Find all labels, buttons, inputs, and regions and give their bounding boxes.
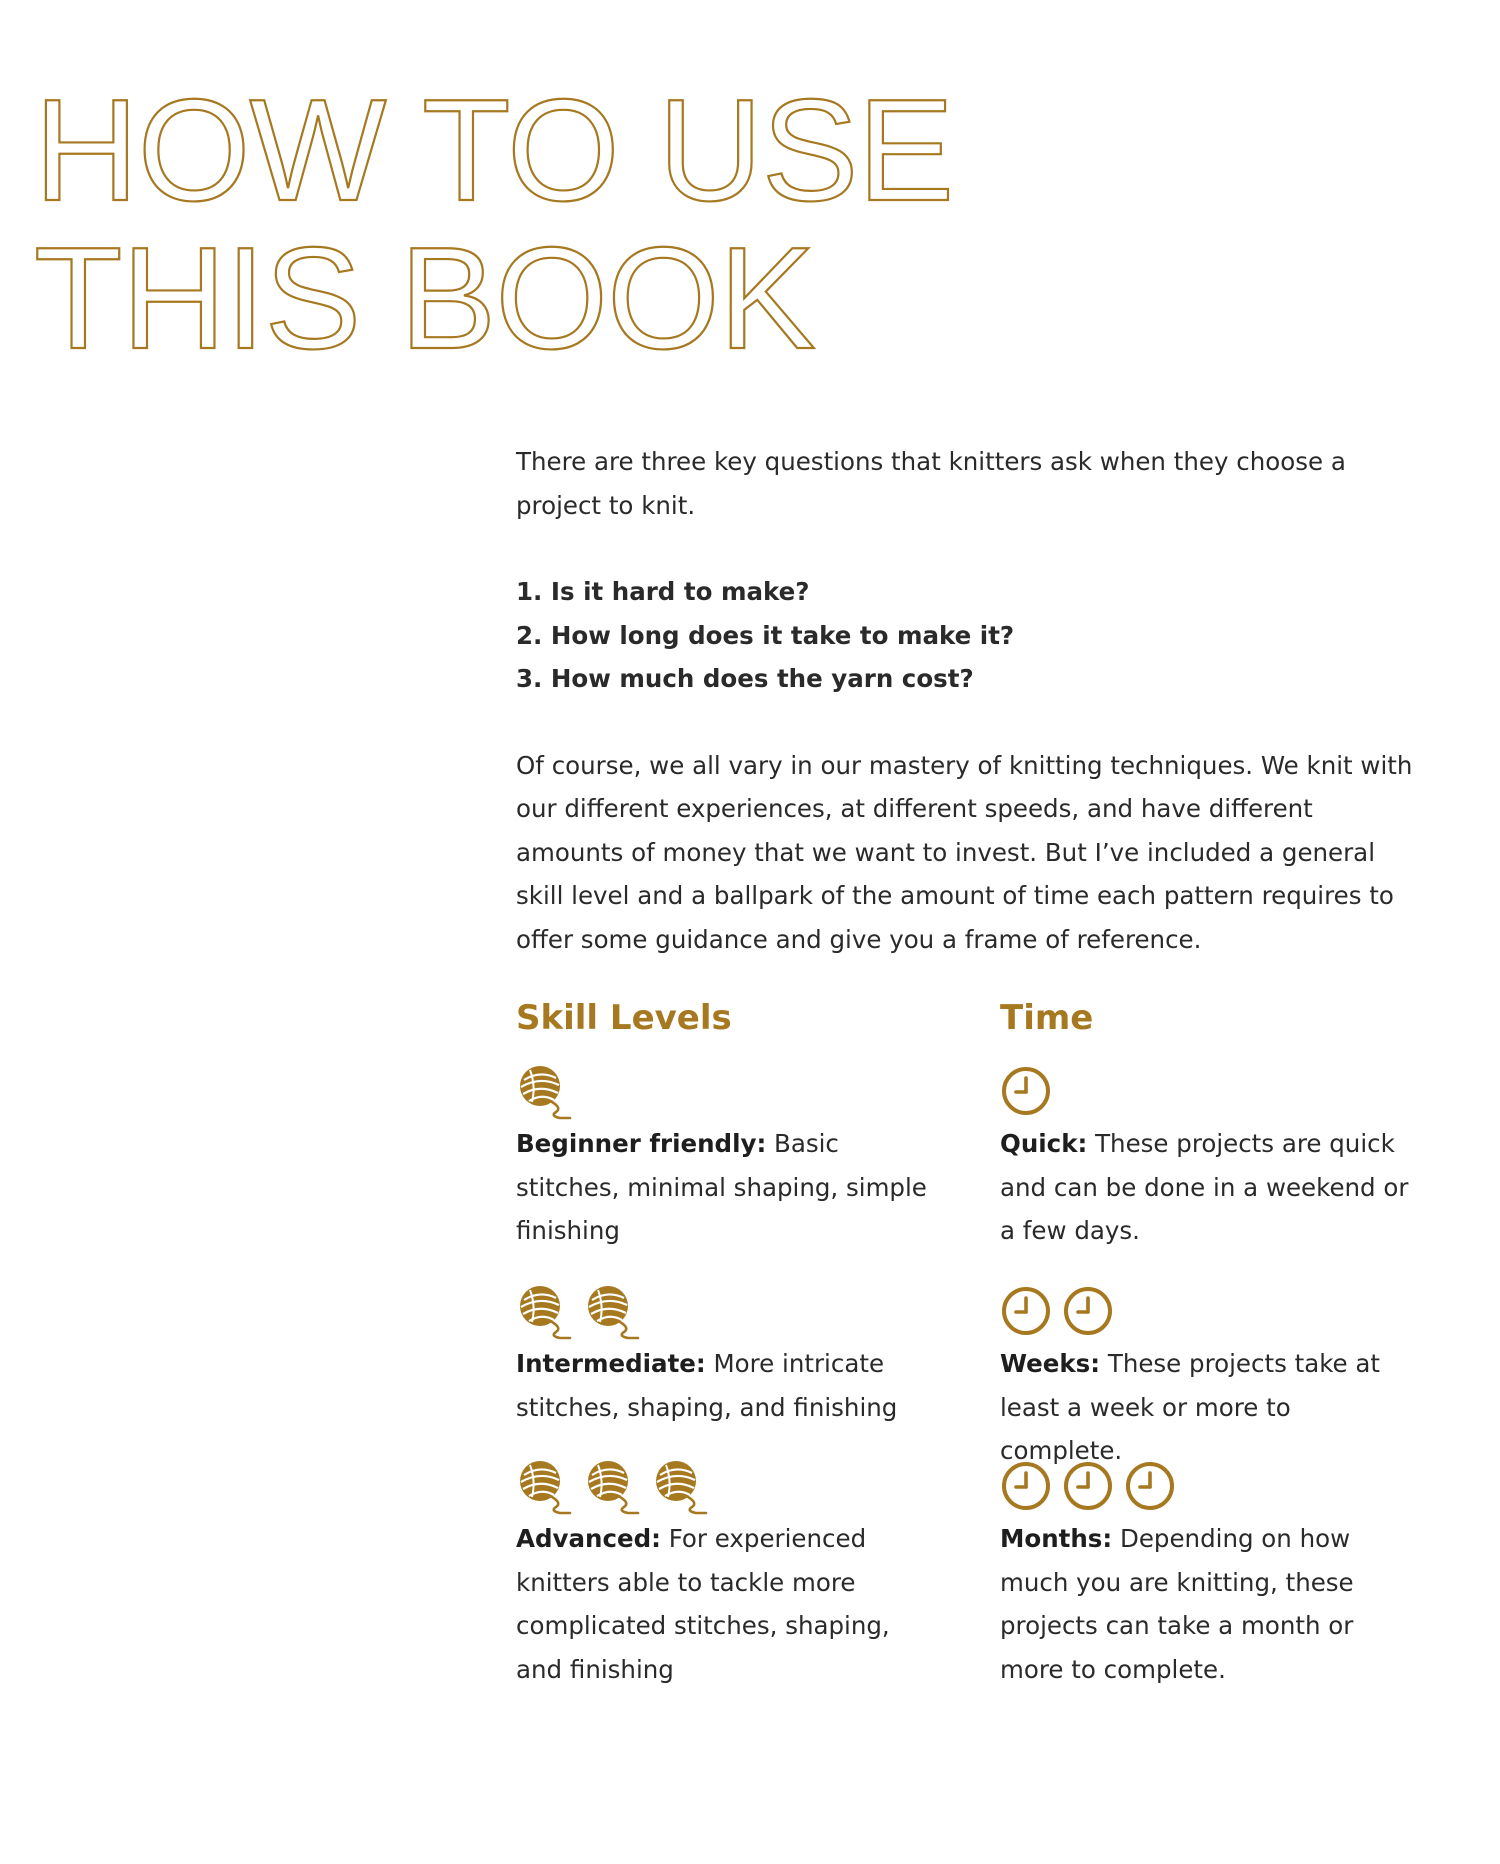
skill-entry-advanced (516, 1455, 936, 1691)
skill-description (516, 1517, 936, 1691)
time-entry-months (1000, 1455, 1420, 1691)
title-line-2: THIS BOOK (34, 217, 815, 379)
legend-columns (516, 995, 1416, 1695)
skill-levels-heading: Skill Levels (516, 998, 732, 1038)
time-term: Months: (1000, 1524, 1113, 1553)
intro-paragraph: There are three key questions that knitters ask when they choose a project to knit. (516, 447, 1346, 520)
question-item: 3. How much does the yarn cost? (516, 664, 974, 693)
skill-description (516, 1342, 936, 1429)
skill-description (516, 1122, 936, 1253)
body-paragraph: Of course, we all vary in our mastery of knitting techniques. We knit with our different experiences, at different speeds, and have different amounts of money that we want to invest. But I’ve included a general skill level and a ballpark of the amount of time each pattern requires to offer some guidance and give you a frame of reference. (516, 750, 1413, 954)
skill-icons (516, 1280, 936, 1342)
skill-term: Advanced: (516, 1524, 661, 1553)
yarn-ball-icon (584, 1457, 642, 1515)
time-heading: Time (1000, 998, 1094, 1038)
clock-icon (1000, 1460, 1052, 1512)
skill-icons (516, 1060, 936, 1122)
time-icons (1000, 1060, 1420, 1122)
yarn-ball-icon (584, 1282, 642, 1340)
skill-text: More intricate stitches, shaping, and finishing (516, 1349, 898, 1422)
question-item: 1. Is it hard to make? (516, 577, 810, 606)
main-content (516, 440, 1416, 961)
time-entry-weeks (1000, 1280, 1420, 1473)
yarn-ball-icon (652, 1457, 710, 1515)
time-description (1000, 1342, 1420, 1473)
yarn-ball-icon (516, 1457, 574, 1515)
time-text: Depending on how much you are knitting, these projects can take a month or more to complete. (1000, 1524, 1354, 1684)
clock-icon (1000, 1065, 1052, 1117)
skill-term: Intermediate: (516, 1349, 706, 1378)
skill-text: For experienced knitters able to tackle more complicated stitches, shaping, and finishing (516, 1524, 890, 1684)
yarn-ball-icon (516, 1062, 574, 1120)
time-icons (1000, 1280, 1420, 1342)
time-entry-quick (1000, 1060, 1420, 1253)
skill-entry-intermediate (516, 1280, 936, 1429)
clock-icon (1000, 1285, 1052, 1337)
clock-icon (1124, 1460, 1176, 1512)
time-text: These projects are quick and can be done in a weekend or a few days. (1000, 1129, 1409, 1245)
time-text: These projects take at least a week or more to complete. (1000, 1349, 1381, 1465)
time-term: Quick: (1000, 1129, 1088, 1158)
clock-icon (1062, 1460, 1114, 1512)
question-item: 2. How long does it take to make it? (516, 620, 1015, 650)
time-icons (1000, 1455, 1420, 1517)
skill-text: Basic stitches, minimal shaping, simple finishing (516, 1129, 927, 1245)
time-description (1000, 1122, 1420, 1253)
yarn-ball-icon (516, 1282, 574, 1340)
time-section (1000, 995, 1420, 1684)
time-description (1000, 1517, 1420, 1691)
clock-icon (1062, 1285, 1114, 1337)
skill-entry-beginner (516, 1060, 936, 1253)
skill-levels-section (516, 995, 936, 1684)
skill-term: Beginner friendly: (516, 1129, 767, 1158)
questions-list (516, 570, 1416, 701)
title-line-1: HOW TO USE (34, 69, 954, 231)
page-title (34, 69, 954, 379)
time-term: Weeks: (1000, 1349, 1101, 1378)
skill-icons (516, 1455, 936, 1517)
